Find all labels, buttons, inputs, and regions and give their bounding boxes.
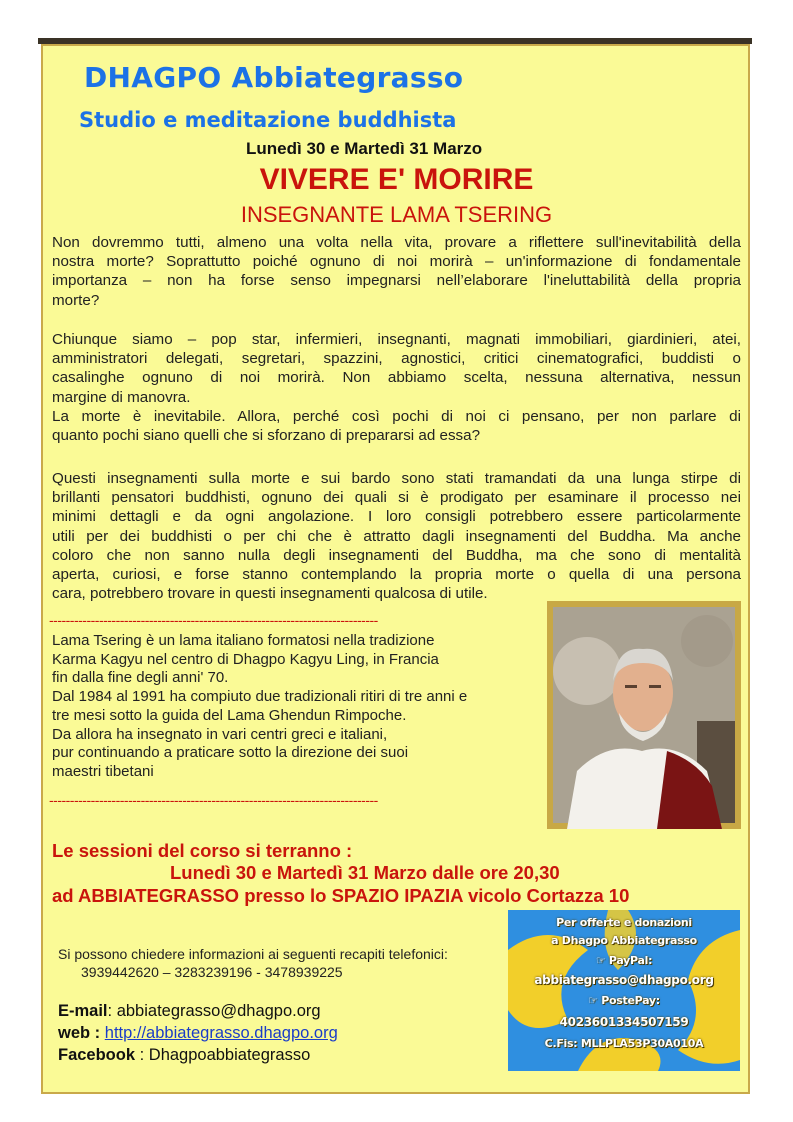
pointing-hand-icon: ☞	[588, 994, 602, 1007]
divider-top: -------------------------------------------------------------------------------	[49, 612, 378, 628]
text-line: utili per dei buddhisti o per chi che è attratto dagli insegnamenti del Buddha. Ma anche	[52, 527, 741, 545]
paragraph-intro	[52, 233, 741, 310]
organization-name: DHAGPO Abbiategrasso	[84, 61, 464, 94]
text-line: nostra morte? Soprattutto poiché ognuno di noi morirà – un'informazione di fondamentale	[52, 253, 741, 271]
postepay-label: ☞ PostePay:	[588, 994, 660, 1007]
phone-numbers: 3939442620 – 3283239196 - 3478939225	[81, 964, 343, 980]
text-line: Non dovremmo tutti, almeno una volta nella vita, provare a riflettere sull'inevitabilità della	[52, 234, 741, 251]
sessions-intro: Le sessioni del corso si terranno :	[52, 840, 353, 861]
paragraph-everyone	[52, 330, 741, 445]
paypal-label: ☞ PayPal:	[595, 954, 653, 967]
web-row	[58, 1024, 338, 1043]
postepay-card-number: 4023601334507159	[559, 1015, 689, 1029]
text-line: morte?	[52, 291, 100, 309]
fiscal-code: C.Fis: MLLPLA53P30A010A	[544, 1037, 704, 1050]
teacher-bio	[52, 632, 467, 782]
divider-bottom: -------------------------------------------------------------------------------	[49, 792, 378, 808]
event-title: VIVERE E' MORIRE	[259, 163, 534, 196]
portrait-photo-icon	[547, 601, 741, 829]
bio-line: maestri tibetani	[52, 762, 154, 780]
text-line: quanto pochi siano quelli che si sforzano di prepararsi ad essa?	[52, 427, 481, 445]
sessions-venue: ad ABBIATEGRASSO presso lo SPAZIO IPAZIA vicolo Cortazza 10	[52, 885, 630, 906]
info-text: Si possono chiedere informazioni ai seguenti recapiti telefonici:	[58, 946, 448, 962]
bio-line: Lama Tsering è un lama italiano formatosi nella tradizione	[52, 632, 435, 649]
web-label: web :	[58, 1024, 101, 1042]
donation-heading: Per offerte e donazioni	[556, 916, 692, 929]
text-line: importanza – non ha forse senso impegnarsi nell’elaborare l'ineluttabilità della propria	[52, 272, 741, 290]
facebook-row	[58, 1046, 310, 1065]
text-line: minimi dettagli e da ogni angolazione. I loro consigli potrebbero essere particolarmente	[52, 508, 741, 526]
teacher-line: INSEGNANTE LAMA TSERING	[240, 202, 553, 227]
text-line: Chiunque siamo – pop star, infermieri, insegnanti, magnati immobiliari, giardinieri, atei,	[52, 331, 741, 348]
text-line: La morte è inevitabile. Allora, perché così pochi di noi ci pensano, per non parlare di	[52, 407, 741, 425]
donation-box	[508, 910, 740, 1071]
text-line: coloro che non sanno nulla degli insegnamenti del Buddha, ma che sono di mentalità	[52, 546, 741, 564]
sessions-dates: Lunedì 30 e Martedì 31 Marzo dalle ore 20,30	[170, 862, 560, 883]
facebook-label: Facebook	[58, 1046, 136, 1064]
bio-line: tre mesi sotto la guida del Lama Ghendun Rimpoche.	[52, 706, 407, 724]
pointing-hand-icon: ☞	[595, 954, 609, 967]
text-line: cara, potrebbero trovare in questi insegnamenti qualcosa di utile.	[52, 585, 488, 603]
text-line: Questi insegnamenti sulla morte e sui bardo sono stati tramandati da una lunga stirpe di	[52, 470, 741, 487]
text-line: aperta, curiosi, e forse stanno contemplando la propria morte o quella di una persona	[52, 566, 741, 584]
bio-line: pur continuando a praticare sotto la direzione dei suoi	[52, 744, 409, 762]
bio-line: Da allora ha insegnato in vari centri greci e italiani,	[52, 725, 388, 743]
bio-line: Karma Kagyu nel centro di Dhagpo Kagyu Ling, in Francia	[52, 650, 439, 668]
email-label: E-mail	[58, 1002, 108, 1020]
facebook-value: : Dhagpoabbiategrasso	[135, 1046, 311, 1064]
email-value[interactable]: : abbiategrasso@dhagpo.org	[107, 1002, 321, 1020]
event-date: Lunedì 30 e Martedì 31 Marzo	[246, 139, 483, 158]
bio-line: fin dalla fine degli anni' 70.	[52, 669, 229, 687]
organization-subtitle: Studio e meditazione buddhista	[79, 108, 457, 132]
bio-line: Dal 1984 al 1991 ha compiuto due tradizionali ritiri di tre anni e	[52, 688, 468, 706]
donation-recipient: a Dhagpo Abbiategrasso	[551, 934, 697, 947]
text-line: amministratori delegati, segretari, spazzini, agnostici, critici cinematografici, buddisti o	[52, 350, 741, 368]
text-line: margine di manovra.	[52, 388, 191, 406]
paypal-account: abbiategrasso@dhagpo.org	[534, 973, 714, 987]
web-link[interactable]: http://abbiategrasso.dhagpo.org	[104, 1024, 338, 1042]
email-row	[58, 1002, 321, 1021]
paragraph-teachings	[52, 469, 741, 603]
text-line: casalinghe ognuno di noi morirà. Non abbiamo scelta, nessuna alternativa, nessun	[52, 369, 741, 387]
teacher-photo	[547, 601, 741, 829]
text-line: brillanti pensatori buddhisti, ognuno dei quali si è prodigato per esaminare il processo nei	[52, 489, 741, 507]
